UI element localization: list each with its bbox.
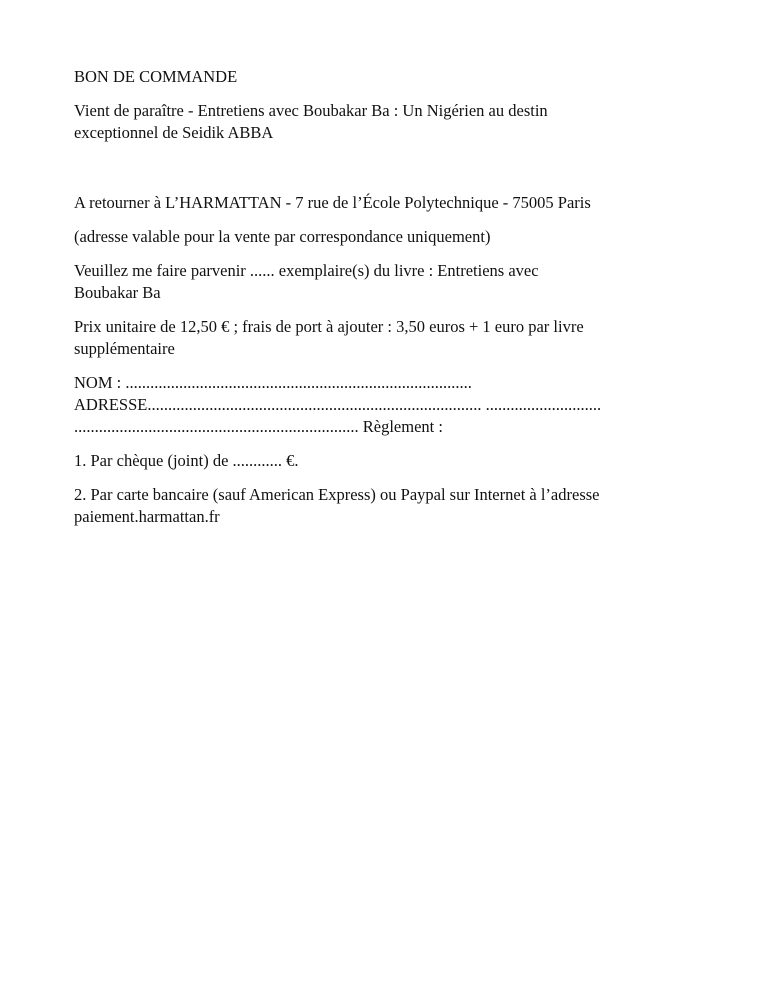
price-info [74, 316, 704, 360]
order-request [74, 260, 704, 304]
name-field-line: NOM : .................................................................................... [74, 373, 472, 392]
address-field-line: ADRESSE................................................................................. ............................ [74, 395, 602, 414]
payment-card-line-1: 2. Par carte bancaire (sauf American Express) ou Paypal sur Internet à l’adresse [74, 485, 600, 504]
request-line-2: Boubakar Ba [74, 283, 161, 302]
customer-fields [74, 372, 704, 438]
request-line-1: Veuillez me faire parvenir ...... exemplaire(s) du livre : Entretiens avec [74, 261, 539, 280]
price-line-1: Prix unitaire de 12,50 € ; frais de port à ajouter : 3,50 euros + 1 euro par livre [74, 317, 584, 336]
payment-card-line-2: paiement.harmattan.fr [74, 507, 220, 526]
book-announcement [74, 100, 704, 144]
order-form-document [74, 66, 704, 528]
price-line-2: supplémentaire [74, 339, 175, 358]
announcement-line-2: exceptionnel de Seidik ABBA [74, 123, 274, 142]
return-address: A retourner à L’HARMATTAN - 7 rue de l’École Polytechnique - 75005 Paris [74, 193, 591, 212]
address-note: (adresse valable pour la vente par correspondance uniquement) [74, 227, 491, 246]
payment-card [74, 484, 704, 528]
payment-cheque: 1. Par chèque (joint) de ............ €. [74, 451, 299, 470]
document-title: BON DE COMMANDE [74, 67, 238, 86]
announcement-line-1: Vient de paraître - Entretiens avec Boubakar Ba : Un Nigérien au destin [74, 101, 548, 120]
address-continuation-line: ..................................................................... Règlement : [74, 417, 443, 436]
